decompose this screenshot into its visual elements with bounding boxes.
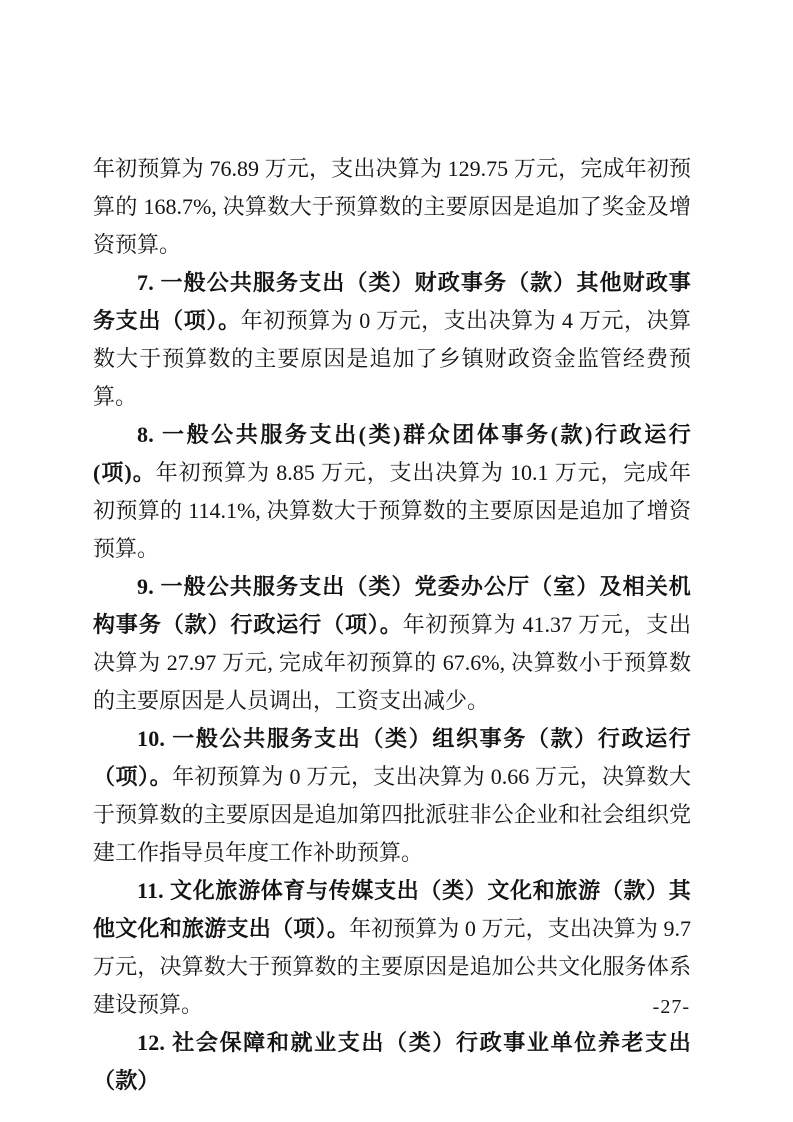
item-heading: 8. 一般公共服务支出(类)群众团体事务(款)行政运行(项)。 [93, 422, 691, 485]
budget-item-9 [93, 568, 691, 720]
budget-item-11 [93, 872, 691, 1024]
item-body-text: 年初预算为 76.89 万元，支出决算为 129.75 万元，完成年初预算的 168.7%, 决算数大于预算数的主要原因是追加了奖金及增资预算。 [93, 156, 691, 257]
item-heading: 7. 一般公共服务支出（类）财政事务（款）其他财政事务支出（项）。 [93, 270, 691, 333]
item-body-text: 年初预算为 41.37 万元，支出决算为 27.97 万元, 完成年初预算的 67.6%, 决算数小于预算数的主要原因是人员调出，工资支出减少。 [93, 612, 691, 713]
item-body-text: 年初预算为 0 万元，支出决算为 4 万元，决算数大于预算数的主要原因是追加了乡镇财政资金监管经费预算。 [93, 308, 691, 409]
document-body [93, 150, 691, 1100]
item-heading: 10. 一般公共服务支出（类）组织事务（款）行政运行（项）。 [93, 726, 691, 789]
budget-item-12 [93, 1024, 691, 1100]
item-heading: 12. 社会保障和就业支出（类）行政事业单位养老支出（款） [93, 1030, 691, 1093]
page-number: -27- [652, 996, 690, 1018]
budget-item-10 [93, 720, 691, 872]
paragraph-continuation [93, 150, 691, 264]
budget-item-7 [93, 264, 691, 416]
item-body-text: 年初预算为 8.85 万元，支出决算为 10.1 万元，完成年初预算的 114.1%, 决算数大于预算数的主要原因是追加了增资预算。 [93, 460, 691, 561]
item-body-text: 年初预算为 0 万元，支出决算为 0.66 万元，决算数大于预算数的主要原因是追加第四批派驻非公企业和社会组织党建工作指导员年度工作补助预算。 [93, 764, 691, 865]
item-heading: 11. 文化旅游体育与传媒支出（类）文化和旅游（款）其他文化和旅游支出（项）。 [93, 878, 691, 941]
item-heading: 9. 一般公共服务支出（类）党委办公厅（室）及相关机构事务（款）行政运行（项）。 [93, 574, 691, 637]
budget-item-8 [93, 416, 691, 568]
item-body-text: 年初预算为 0 万元，支出决算为 9.7 万元，决算数大于预算数的主要原因是追加公共文化服务体系建设预算。 [93, 916, 691, 1017]
